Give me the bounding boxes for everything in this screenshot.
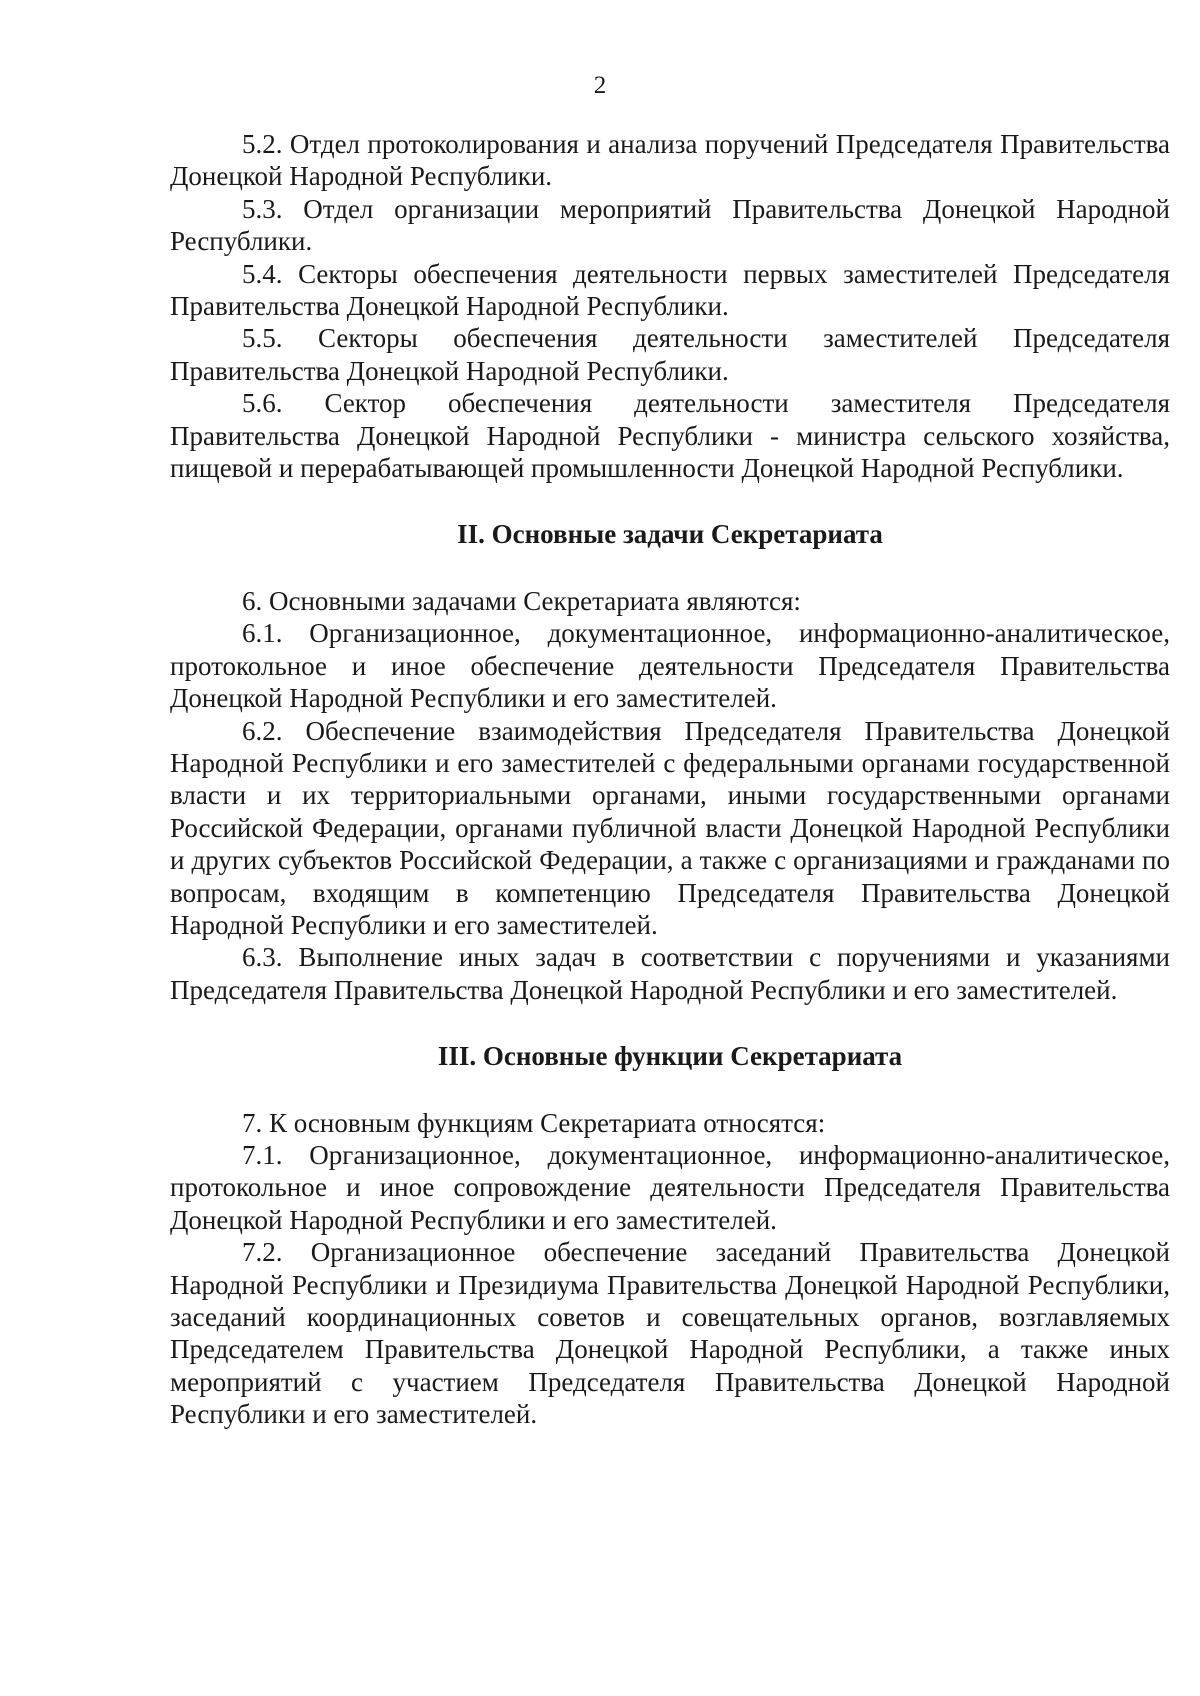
paragraph-7-2: 7.2. Организационное обеспечение заседаний Правительства Донецкой Народной Республики и Президиума Правительства Донецкой Народной Республики, заседаний координационных советов и совещательных органов, возглавляемых Председателем Правительства Донецкой Народной Республики, а также иных мероприятий с участием Председателя Правительства Донецкой Народной Республики и его заместителей. <box>170 1237 1170 1430</box>
paragraph-5-6: 5.6. Сектор обеспечения деятельности заместителя Председателя Правительства Донецкой Народной Республики - министра сельского хозяйства, пищевой и перерабатывающей промышленности Донецкой Народной Республики. <box>170 388 1170 484</box>
paragraph-7-1: 7.1. Организационное, документационное, информационно-аналитическое, протокольное и иное сопровождение деятельности Председателя Правительства Донецкой Народной Республики и его заместителей. <box>170 1139 1170 1235</box>
paragraph-5-5: 5.5. Секторы обеспечения деятельности заместителей Председателя Правительства Донецкой Народной Республики. <box>170 323 1170 386</box>
document-body <box>170 128 1170 1431</box>
paragraph-5-4: 5.4. Секторы обеспечения деятельности первых заместителей Председателя Правительства Донецкой Народной Республики. <box>170 258 1170 322</box>
paragraph-5-3: 5.3. Отдел организации мероприятий Правительства Донецкой Народной Республики. <box>170 193 1170 257</box>
page-number: 2 <box>593 72 607 99</box>
paragraph-6-2: 6.2. Обеспечение взаимодействия Председателя Правительства Донецкой Народной Республики и его заместителей с федеральными органами государственной власти и их территориальными органами, иными государственными органами Российской Федерации, органами публичной власти Донецкой Народной Республики и других субъектов Российской Федерации, а также с организациями и гражданами по вопросам, входящим в компетенцию Председателя Правительства Донецкой Народной Республики и его заместителей. <box>170 715 1170 940</box>
paragraph-5-2: 5.2. Отдел протоколирования и анализа поручений Председателя Правительства Донецкой Народной Республики. <box>170 129 1170 192</box>
section-3-heading: III. Основные функции Секретариата <box>437 1041 903 1072</box>
section-3-intro: 7. К основным функциям Секретариата относятся: <box>242 1107 826 1138</box>
paragraph-6-1: 6.1. Организационное, документационное, информационно-аналитическое, протокольное и иное обеспечение деятельности Председателя Правительства Донецкой Народной Республики и его заместителей. <box>170 618 1170 714</box>
paragraph-6-3: 6.3. Выполнение иных задач в соответствии с поручениями и указаниями Председателя Правительства Донецкой Народной Республики и его заместителей. <box>170 942 1170 1005</box>
section-2-intro: 6. Основными задачами Секретариата являются: <box>242 585 801 616</box>
section-2-heading: II. Основные задачи Секретариата <box>457 519 883 550</box>
